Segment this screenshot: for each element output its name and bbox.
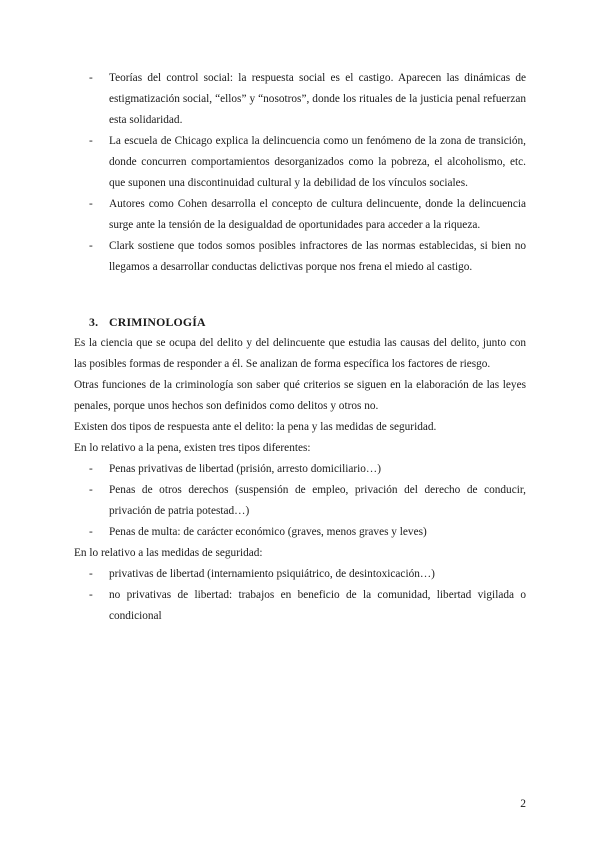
theories-list	[74, 68, 526, 278]
section-heading	[74, 312, 526, 333]
list-item: - Teorías del control social: la respuesta social es el castigo. Aparecen las dinámicas de estigmatización social, “ellos” y “nosotros”, donde los rituales de la justicia penal refuerzan esta solidaridad.	[74, 68, 526, 131]
list-item: - Autores como Cohen desarrolla el concepto de cultura delincuente, donde la delincuencia surge ante la tensión de la desigualdad de oportunidades para acceder a la riqueza.	[74, 194, 526, 236]
medidas-list	[74, 564, 526, 627]
paragraph-responses: Existen dos tipos de respuesta ante el delito: la pena y las medidas de seguridad.	[74, 421, 437, 433]
list-item: - Penas privativas de libertad (prisión, arresto domiciliario…)	[74, 459, 526, 480]
list-item: - Penas de multa: de carácter económico (graves, menos graves y leves)	[74, 522, 526, 543]
paragraph-definition: Es la ciencia que se ocupa del delito y del delincuente que estudia las causas del delito, junto con las posibles formas de responder a él. Se analizan de forma específica los factores de riesgo.	[74, 337, 526, 370]
list-item: - Penas de otros derechos (suspensión de empleo, privación del derecho de conducir, privación de patria potestad…)	[74, 480, 526, 522]
paragraph-medidas-intro: En lo relativo a las medidas de seguridad:	[74, 547, 263, 559]
paragraph-functions: Otras funciones de la criminología son saber qué criterios se siguen en la elaboración de las leyes penales, porque unos hechos son definidos como delitos y otros no.	[74, 379, 526, 412]
list-item: - La escuela de Chicago explica la delincuencia como un fenómeno de la zona de transición, donde concurren comportamientos desorganizados como la pobreza, el alcoholismo, etc. que suponen una discontinuidad cultural y la debilidad de los vínculos sociales.	[74, 131, 526, 194]
section-number: 3.	[89, 315, 99, 329]
list-item: - Clark sostiene que todos somos posibles infractores de las normas establecidas, si bien no llegamos a desarrollar conductas delictivas porque nos frena el miedo al castigo.	[74, 236, 526, 278]
section-title: CRIMINOLOGÍA	[109, 315, 206, 329]
list-item: - privativas de libertad (internamiento psiquiátrico, de desintoxicación…)	[74, 564, 526, 585]
paragraph-penas-intro: En lo relativo a la pena, existen tres tipos diferentes:	[74, 442, 311, 454]
penas-list	[74, 459, 526, 543]
page-content	[74, 68, 526, 627]
list-item: - no privativas de libertad: trabajos en beneficio de la comunidad, libertad vigilada o condicional	[74, 585, 526, 627]
page-number: 2	[520, 798, 526, 810]
